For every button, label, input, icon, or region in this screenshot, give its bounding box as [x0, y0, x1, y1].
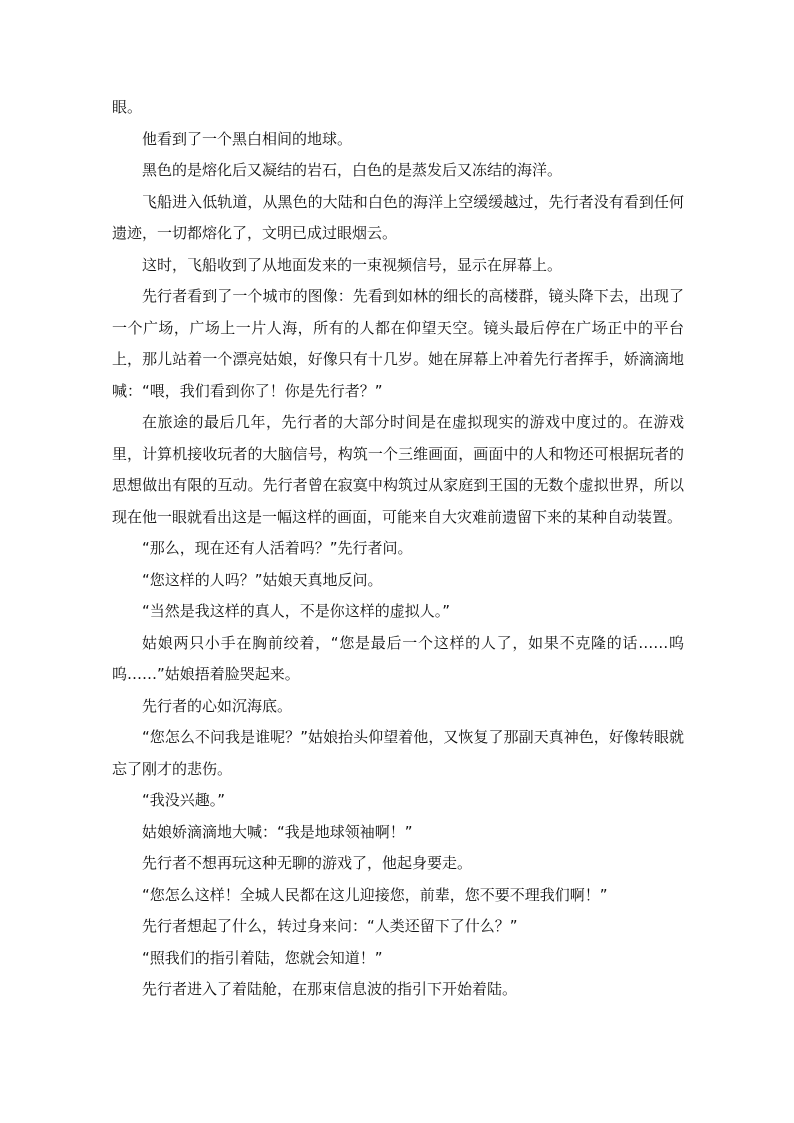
- paragraph: 在旅途的最后几年，先行者的大部分时间是在虚拟现实的游戏中度过的。在游戏里，计算机接收玩者的大脑信号，构筑一个三维画面，画面中的人和物还可根据玩者的思想做出有限的互动。先行者曾在寂寞中构筑过从家庭到王国的无数个虚拟世界，所以现在他一眼就看出这是一幅这样的画面，可能来自大灾难前遗留下来的某种自动装置。: [112, 413, 684, 526]
- paragraph: “那么，现在还有人活着吗？”先行者问。: [142, 539, 413, 557]
- paragraph: “您怎么不问我是谁呢？”姑娘抬头仰望着他，又恢复了那副天真神色，好像转眼就忘了刚才的悲伤。: [112, 728, 684, 778]
- paragraph: 先行者看到了一个城市的图像：先看到如林的细长的高楼群，镜头降下去，出现了一个广场，广场上一片人海，所有的人都在仰望天空。镜头最后停在广场正中的平台上，那儿站着一个漂亮姑娘，好像只有十几岁。她在屏幕上冲着先行者挥手，娇滴滴地喊：“喂，我们看到你了！你是先行者？”: [112, 287, 684, 400]
- paragraph: 黑色的是熔化后又凝结的岩石，白色的是蒸发后又冻结的海洋。: [142, 161, 563, 179]
- paragraph: 先行者的心如沉海底。: [142, 696, 293, 715]
- paragraph: 先行者想起了什么，转过身来问：“人类还留下了什么？”: [142, 917, 518, 935]
- paragraph: “我没兴趣。”: [142, 791, 226, 809]
- paragraph: “当然是我这样的真人，不是你这样的虚拟人。”: [142, 602, 451, 620]
- paragraph: 飞船进入低轨道，从黑色的大陆和白色的海洋上空缓缓越过，先行者没有看到任何遗迹，一切都熔化了，文明已成过眼烟云。: [112, 192, 684, 242]
- paragraph: “照我们的指引着陆，您就会知道！”: [142, 948, 383, 967]
- paragraph: 姑娘两只小手在胸前绞着，“您是最后一个这样的人了，如果不克隆的话……呜呜……”姑娘捂着脸哭起来。: [112, 633, 684, 683]
- document-page: [112, 92, 684, 1006]
- paragraph: 先行者不想再玩这种无聊的游戏了，他起身要走。: [142, 854, 473, 872]
- paragraph: 姑娘娇滴滴地大喊：“我是地球领袖啊！”: [142, 822, 413, 841]
- paragraph: “您怎么这样！全城人民都在这儿迎接您，前辈，您不要不理我们啊！”: [142, 885, 608, 904]
- paragraph-continuation: 眼。: [112, 98, 143, 116]
- paragraph: 先行者进入了着陆舱，在那束信息波的指引下开始着陆。: [142, 980, 518, 998]
- paragraph: 这时，飞船收到了从地面发来的一束视频信号，显示在屏幕上。: [142, 255, 563, 274]
- paragraph: 他看到了一个黑白相间的地球。: [142, 129, 353, 148]
- paragraph: “您这样的人吗？”姑娘天真地反问。: [142, 570, 383, 589]
